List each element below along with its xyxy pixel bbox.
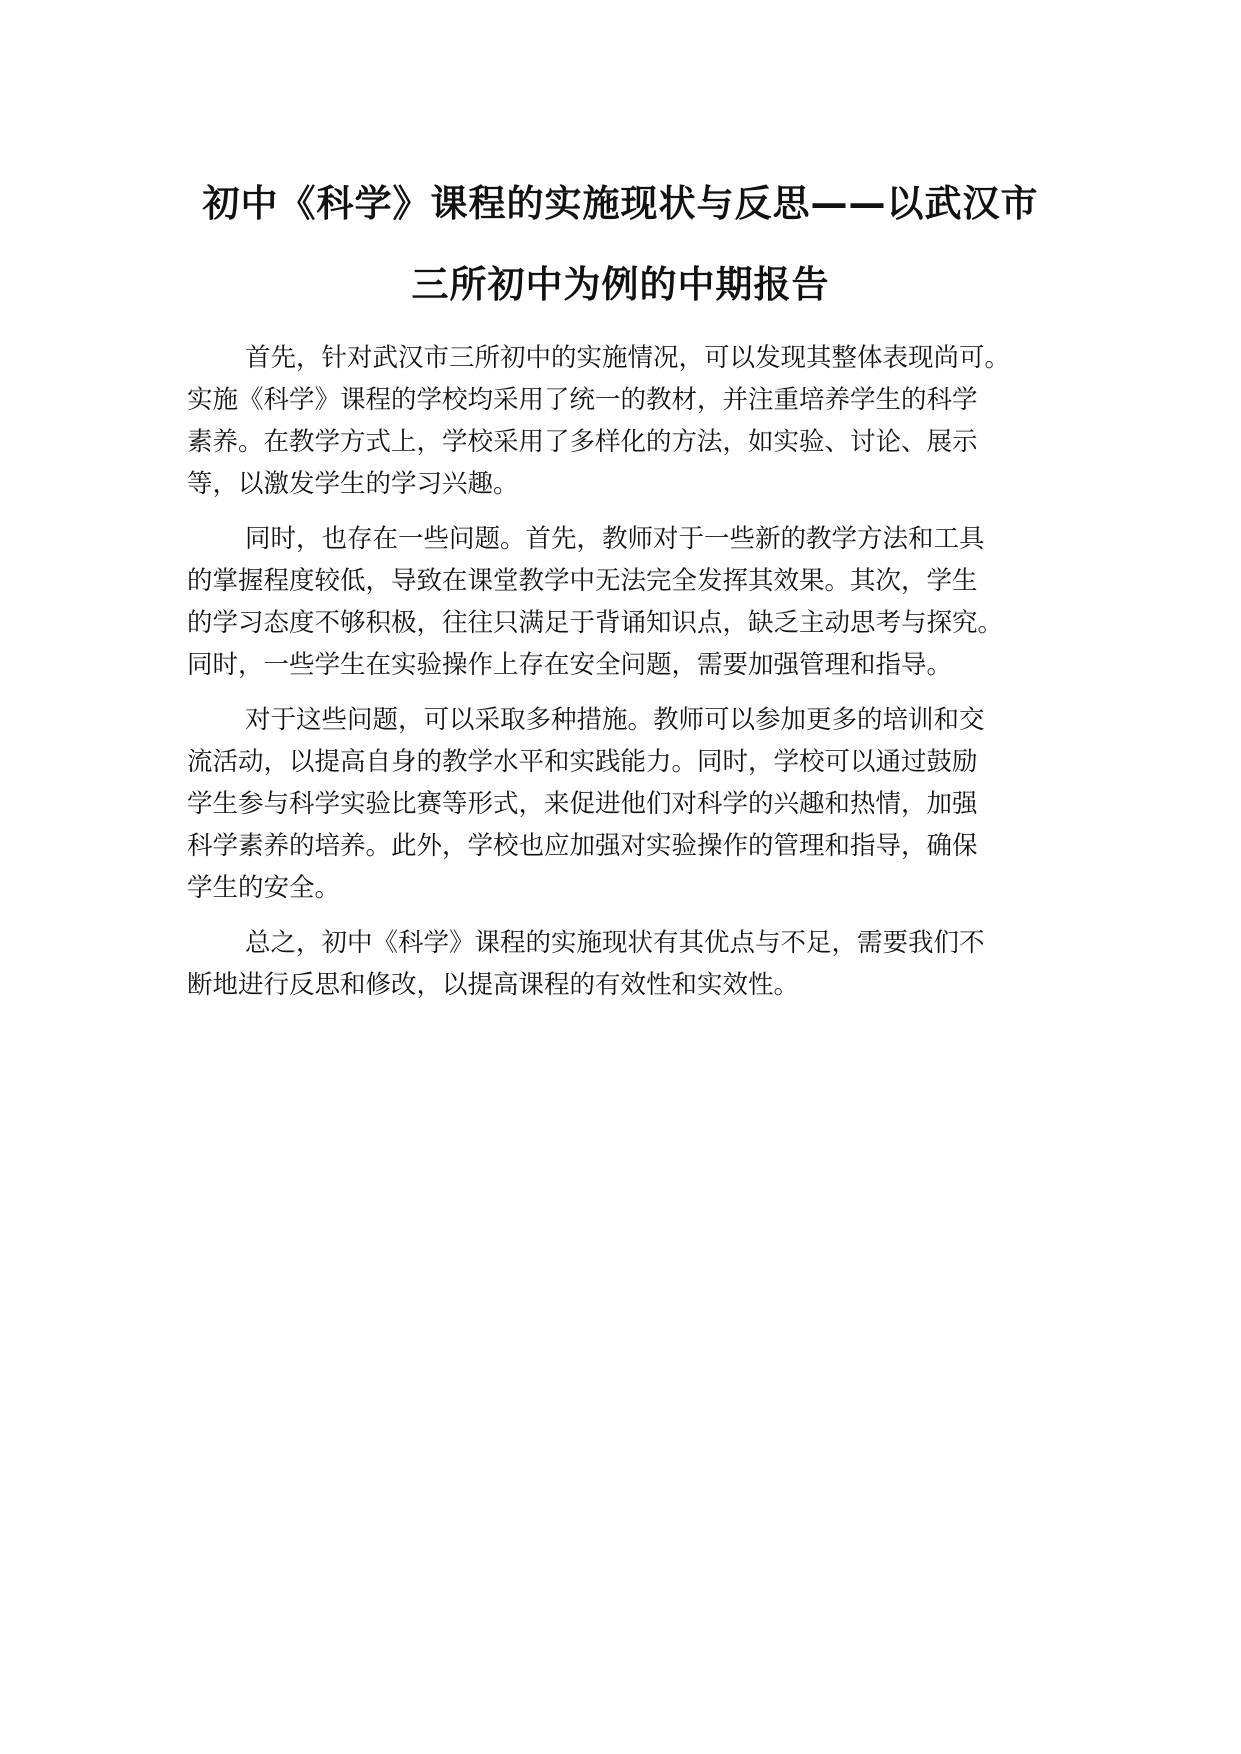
paragraph-line: 对于这些问题，可以采取多种措施。教师可以参加更多的培训和交 bbox=[245, 705, 985, 735]
paragraph-line: 等，以激发学生的学习兴趣。 bbox=[187, 469, 519, 499]
paragraph-line: 实施《科学》课程的学校均采用了统一的教材，并注重培养学生的科学 bbox=[187, 385, 978, 415]
paragraph-line: 学生参与科学实验比赛等形式，来促进他们对科学的兴趣和热情，加强 bbox=[187, 789, 978, 819]
paragraph-line: 素养。在教学方式上，学校采用了多样化的方法，如实验、讨论、展示 bbox=[187, 427, 978, 457]
document-title-line-1: 初中《科学》课程的实施现状与反思——以武汉市 bbox=[202, 182, 1039, 225]
paragraph-line: 流活动，以提高自身的教学水平和实践能力。同时，学校可以通过鼓励 bbox=[187, 747, 978, 777]
paragraph-line: 学生的安全。 bbox=[187, 873, 341, 903]
paragraph-line: 的掌握程度较低，导致在课堂教学中无法完全发挥其效果。其次，学生 bbox=[187, 566, 978, 596]
paragraph-line: 科学素养的培养。此外，学校也应加强对实验操作的管理和指导，确保 bbox=[187, 831, 978, 861]
paragraph-line: 同时，也存在一些问题。首先，教师对于一些新的教学方法和工具 bbox=[245, 524, 985, 554]
paragraph-line: 总之，初中《科学》课程的实施现状有其优点与不足，需要我们不 bbox=[245, 928, 985, 958]
document-title-line-2: 三所初中为例的中期报告 bbox=[411, 263, 830, 306]
paragraph-line: 同时，一些学生在实验操作上存在安全问题，需要加强管理和指导。 bbox=[187, 650, 953, 680]
paragraph-line: 断地进行反思和修改，以提高课程的有效性和实效性。 bbox=[187, 970, 800, 1000]
paragraph-line: 的学习态度不够积极，往往只满足于背诵知识点，缺乏主动思考与探究。 bbox=[187, 608, 1004, 638]
paragraph-line: 首先，针对武汉市三所初中的实施情况，可以发现其整体表现尚可。 bbox=[245, 343, 1011, 373]
